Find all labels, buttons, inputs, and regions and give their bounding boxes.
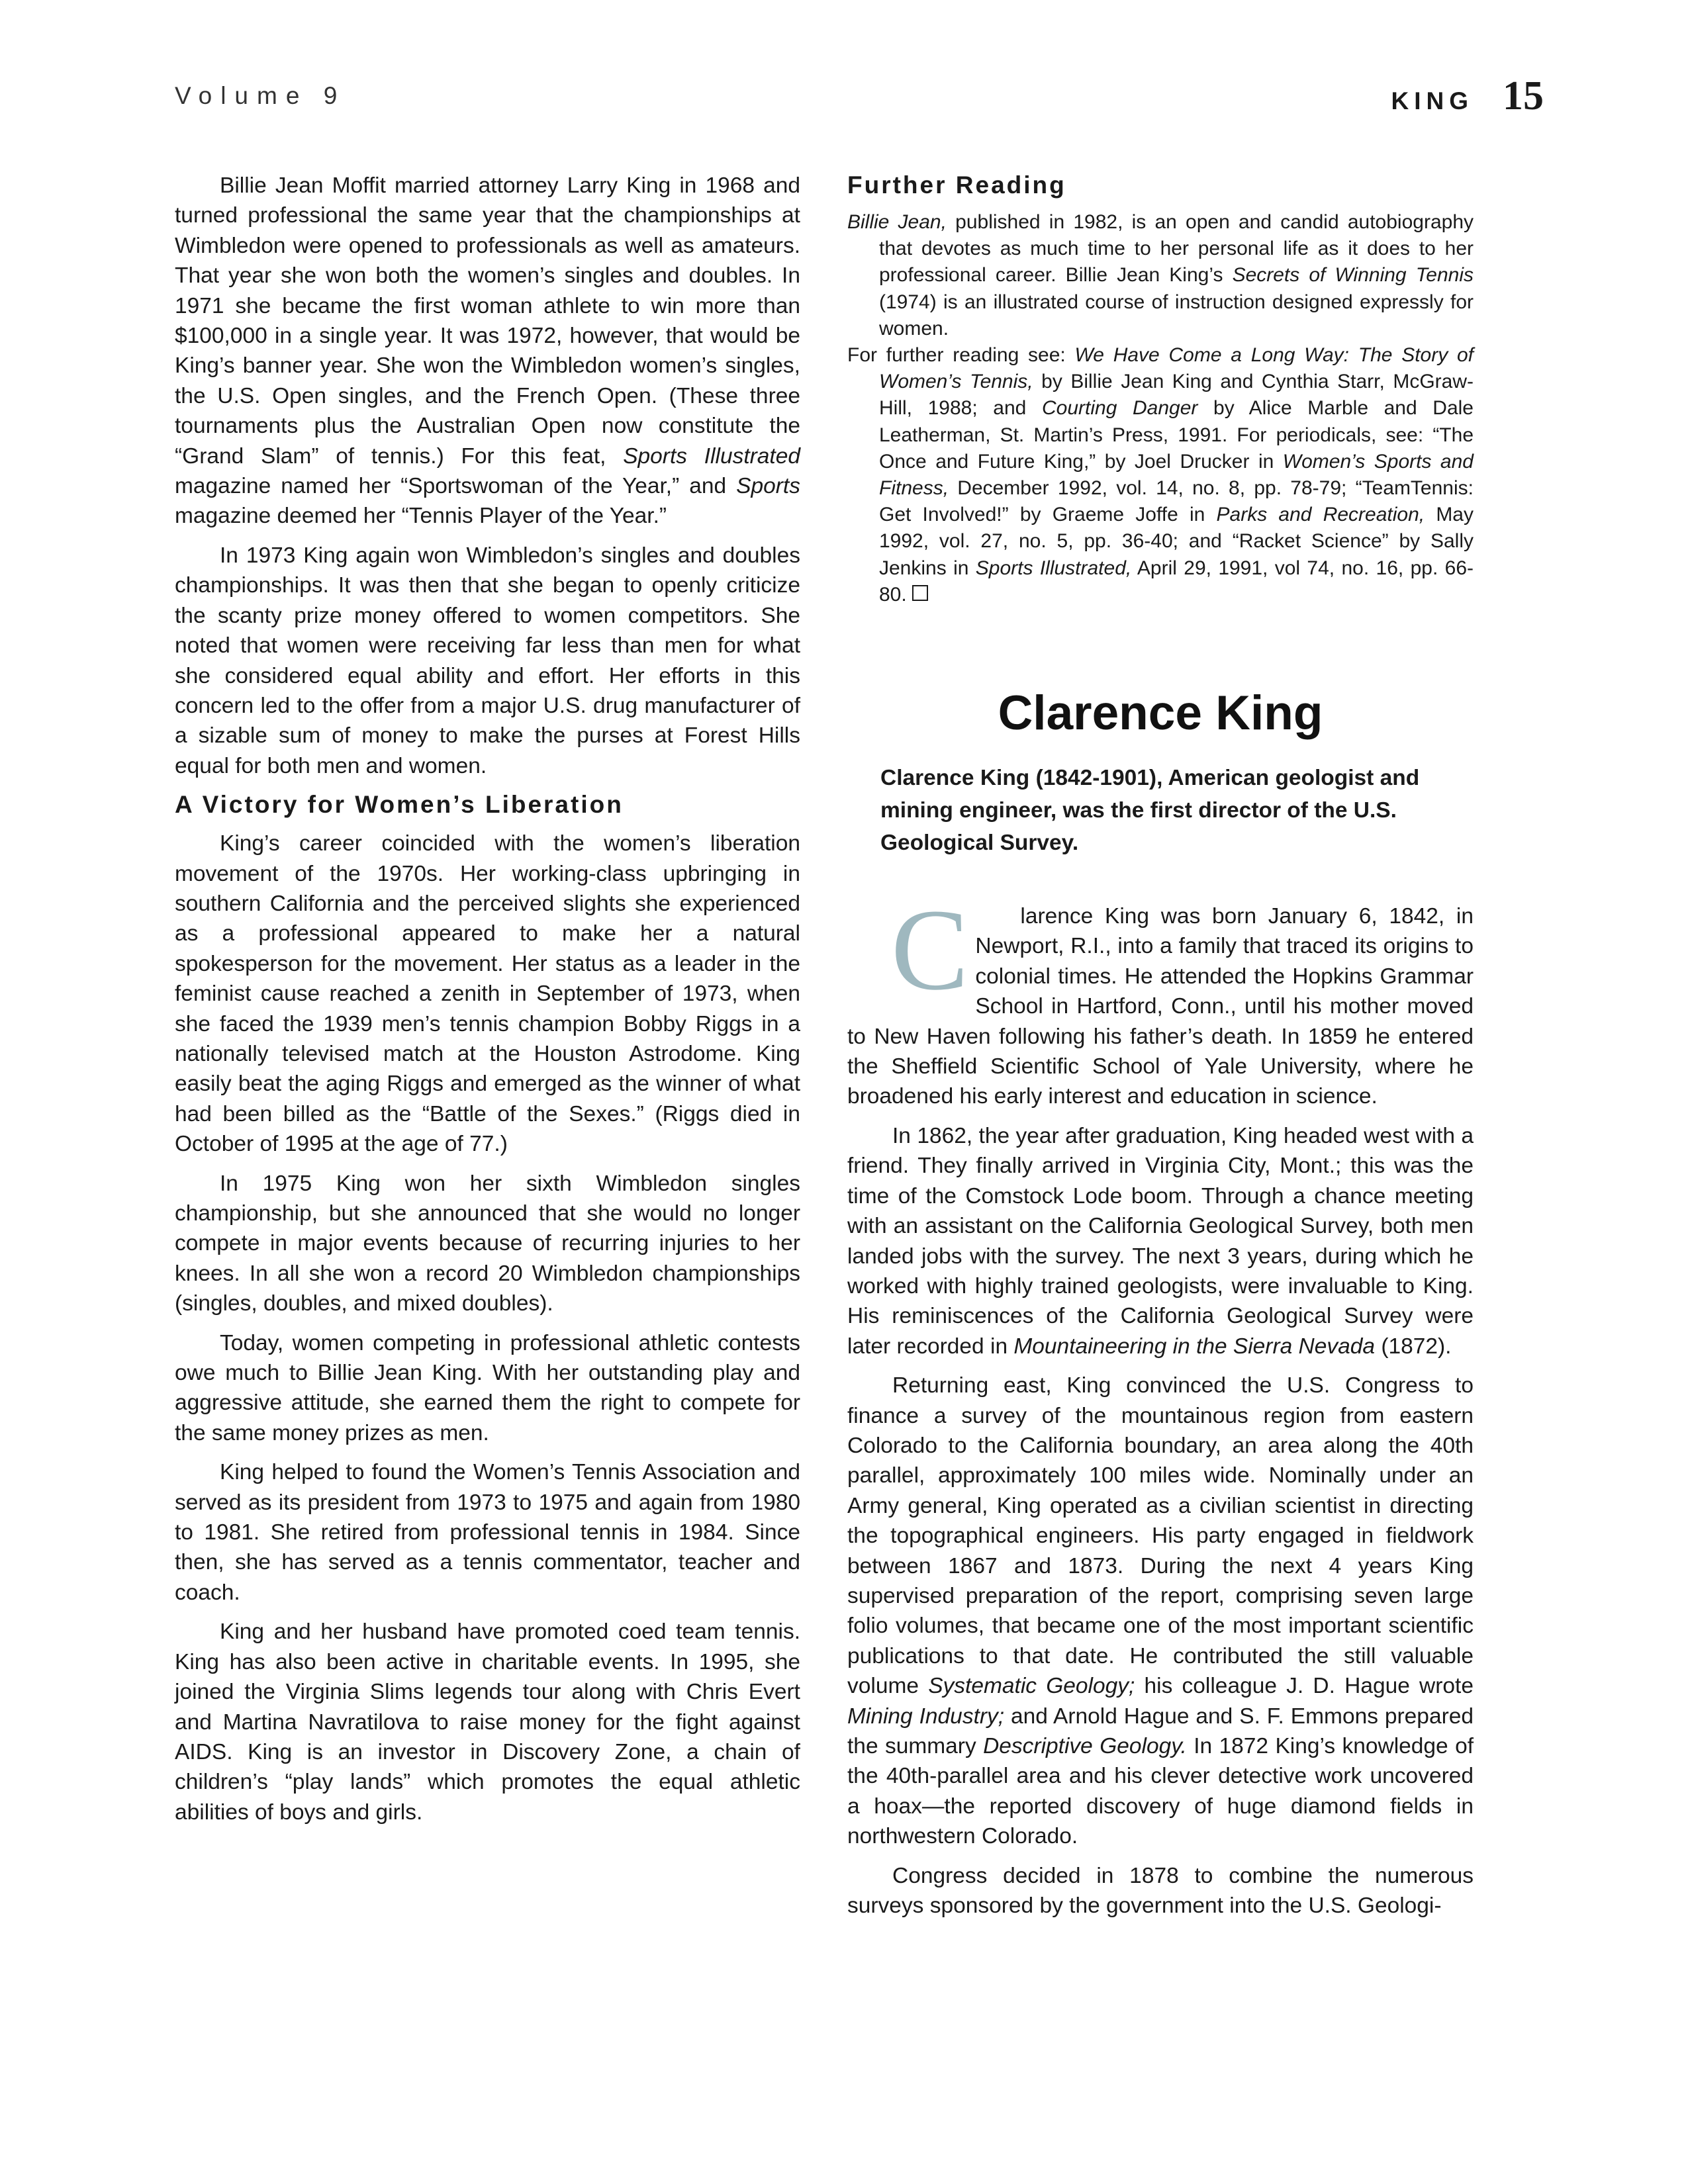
text-run: magazine named her “Sportswoman of the Year,” and [175, 474, 737, 499]
italic-title: Billie Jean, [847, 211, 947, 233]
italic-title: Mining Industry; [847, 1704, 1005, 1729]
reading-entry [847, 209, 1474, 342]
drop-cap: C [891, 886, 969, 1015]
italic-title: Descriptive Geology. [983, 1734, 1187, 1759]
italic-title: Secrets of Winning Tennis [1232, 264, 1474, 287]
text-run: December 1992, vol. 14, no. 8, pp. 78-79; “TeamTennis: Get Involved!” by Graeme Joffe in [879, 477, 1474, 526]
text-run: Returning east, King convinced the U.S. Congress to finance a survey of the mountainous region from eastern Colorado to the California boundary, an area along the 40th parallel, approximately 100 miles wide. Nominally under an Army general, King operated as a civilian scientist in directing the topographical engineers. His party engaged in fieldwork between 1867 and 1873. During the next 4 years King supervised preparation of the report, comprising seven large folio volumes, that became one of the most important scientific publications to that date. He contributed the still valuable volume [847, 1373, 1474, 1699]
text-run: Billie Jean Moffit married attorney Larry King in 1968 and turned professional the same year that the championships at Wimbledon were opened to professionals as well as amateurs. That year she won both the women’s singles and doubles. In 1971 she became the first woman athlete to win more than $100,000 in a single year. It was 1972, however, that would be King’s banner year. She won the Wimbledon women’s singles, the U.S. Open singles, and the French Open. (These three tournaments plus the Australian Open now constitute the “Grand Slam” of tennis.) For this feat, [175, 173, 800, 469]
text-run: larence King was born January 6, 1842, in Newport, R.I., into a family that traced its origins to colonial times. He attended the Hopkins Grammar School in Hartford, Conn., until his mother moved to New Haven following his father’s death. In 1859 he entered the Sheffield Scientific School of Yale University, where he broadened his early interest and education in science. [847, 904, 1474, 1109]
left-column [175, 171, 800, 1837]
text-run: In 1872 King’s knowledge of the 40th-parallel area and his clever detective work uncovered a hoax—the reported discovery of huge diamond fields in northwestern Colorado. [847, 1734, 1474, 1849]
paragraph [847, 1121, 1474, 1361]
text-run: by Billie Jean King and Cynthia Starr, McGraw-Hill, 1988; and [879, 371, 1474, 420]
paragraph [175, 171, 800, 531]
text-run: published in 1982, is an open and candid autobiography that devotes as much time to her personal life as it does to her professional career. Billie Jean King’s [879, 211, 1474, 287]
text-run: his colleague J. D. Hague wrote [1135, 1674, 1474, 1699]
text-run: (1974) is an illustrated course of instruction designed expressly for women. [879, 291, 1474, 340]
italic-title: Mountaineering in the Sierra Nevada [1013, 1334, 1376, 1359]
italic-title: Sports Illustrated, [975, 557, 1132, 579]
end-of-article-box-icon [912, 585, 928, 601]
italic-title: Sports [736, 474, 800, 499]
paragraph [847, 886, 1474, 1112]
paragraph: In 1975 King won her sixth Wimbledon singles championship, but she announced that she would no longer compete in major events because of recurring injuries to her knees. In all she won a record 20 Wimbledon championships (singles, doubles, and mixed doubles). [175, 1171, 800, 1316]
reading-entry [847, 342, 1474, 608]
section-heading: A Victory for Women’s Liberation [175, 791, 624, 819]
italic-title: Courting Danger [1041, 397, 1198, 420]
italic-title: We Have Come a Long Way: The Story of Women’s Tennis, [879, 344, 1474, 393]
paragraph: King helped to found the Women’s Tennis Association and served as its president from 1973 to 1975 and again from 1980 to 1981. She retired from professional tennis in 1984. Since then, she has served as a tennis commentator, teacher and coach. [175, 1460, 800, 1605]
italic-title: Parks and Recreation, [1216, 504, 1425, 526]
page-number: 15 [1503, 73, 1544, 118]
running-header [1391, 73, 1544, 120]
text-run: (1872). [1375, 1334, 1452, 1359]
right-column [847, 171, 1474, 1930]
article-summary: Clarence King (1842-1901), American geologist and mining engineer, was the first director of the U.S. Geological Survey. [880, 766, 1420, 856]
italic-title: Sports Illustrated [623, 443, 800, 469]
paragraph [847, 1371, 1474, 1852]
text-run: by Alice Marble and Dale Leatherman, St. Martin’s Press, 1991. For periodicals, see: “The Once and Future King,” by Joel Drucker in [879, 397, 1474, 473]
text-run: April 29, 1991, vol 74, no. 16, pp. 66-80. [879, 557, 1474, 606]
text-run: and Arnold Hague and S. F. Emmons prepared the summary [847, 1704, 1474, 1759]
further-reading-heading: Further Reading [847, 171, 1066, 199]
running-title: KING [1391, 87, 1474, 114]
text-run: In 1862, the year after graduation, King headed west with a friend. They finally arrived in Virginia City, Mont.; this was the time of the Comstock Lode boom. Through a chance meeting with an assistant on the California Geological Survey, both men landed jobs with the survey. The next 3 years, during which he worked with highly trained geologists, were invaluable to King. His reminiscences of the California Geological Survey were later recorded in [847, 1123, 1474, 1359]
paragraph: Congress decided in 1878 to combine the numerous surveys sponsored by the government into the U.S. Geologi- [847, 1863, 1474, 1919]
paragraph: King’s career coincided with the women’s liberation movement of the 1970s. Her working-class upbringing in southern California and the perceived slights she experienced as a professional appeared to make her a natural spokesperson for the movement. Her status as a leader in the feminist cause reached a zenith in September of 1973, when she faced the 1939 men’s tennis champion Bobby Riggs in a nationally televised match at the Houston Astrodome. King easily beat the aging Riggs and emerged as the winner of what had been billed as the “Battle of the Sexes.” (Riggs died in October of 1995 at the age of 77.) [175, 831, 800, 1157]
text-run: For further reading see: [847, 344, 1075, 367]
italic-title: Women’s Sports and Fitness, [879, 450, 1474, 500]
paragraph: Today, women competing in professional athletic contests owe much to Billie Jean King. With her outstanding play and aggressive attitude, she earned them the right to compete for the same money prizes as men. [175, 1330, 800, 1445]
volume-label: Volume 9 [175, 82, 346, 109]
italic-title: Systematic Geology; [928, 1674, 1135, 1699]
article-title: Clarence King [998, 686, 1323, 741]
text-run: magazine deemed her “Tennis Player of the Year.” [175, 504, 667, 529]
paragraph: King and her husband have promoted coed team tennis. King has also been active in charitable events. In 1995, she joined the Virginia Slims legends tour along with Chris Evert and Martina Navratilova to raise money for the fight against AIDS. King is an investor in Discovery Zone, a chain of children’s “play lands” which promotes the equal athletic abilities of boys and girls. [175, 1619, 800, 1825]
paragraph: In 1973 King again won Wimbledon’s singles and doubles championships. It was then that she began to openly criticize the scanty prize money offered to women competitors. She noted that women were receiving far less than men for what she considered equal ability and effort. Her efforts in this concern led to the offer from a major U.S. drug manufacturer of a sizable sum of money to make the purses at Forest Hills equal for both men and women. [175, 543, 800, 778]
text-run: May 1992, vol. 27, no. 5, pp. 36-40; and “Racket Science” by Sally Jenkins in [879, 504, 1474, 579]
